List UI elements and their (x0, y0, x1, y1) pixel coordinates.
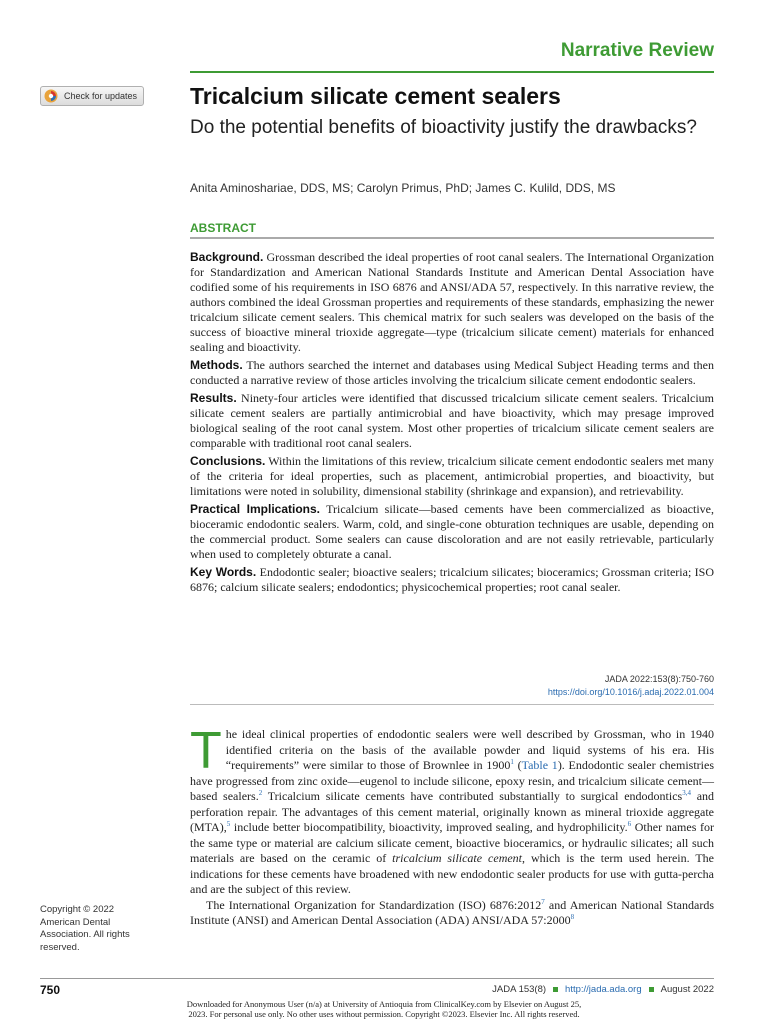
copyright-line: reserved. (40, 941, 80, 953)
article-subtitle: Do the potential benefits of bioactivity justify the drawbacks? (190, 117, 697, 138)
journal-site-link[interactable]: http://jada.ada.org (565, 984, 642, 995)
table-1-link[interactable]: Table 1 (521, 758, 558, 772)
reference-link[interactable]: 1 (510, 758, 514, 766)
body-paragraph-1: The ideal clinical properties of endodontic sealers were well described by Grossman, who in 1940 identified criteria on the basis of the available powder and liquid systems of his era. His “requirements” were similar to those of Brownlee in 1900$^1$ (Table 1). Endodontic sealer chemistries have progressed from zinc oxide—eugenol to include silicone, epoxy resin, and tricalcium silicate cement—based sealers.$^2$ Tricalcium silicate cements have contributed substantially to surgical endodontics$^{3,4}$ and perforation repair. The advantages of this cement material, originally known as mineral trioxide aggregate (MTA),$^5$ include better biocompatibility, bioactivity, improved sealing, and hydrophilicity.$^6$ Other names for the same type or material are calcium silicate cement, bioactive bioceramics, or hydraulic silicates; all such materials are based on the ceramic of tricalcium silicate cement, which is the term used herein. The indications for these cements have broadened with new endodontic sealer products for use with gutta-percha and are the subject of this review. (190, 722, 715, 896)
reference-link[interactable]: 5 (226, 820, 231, 828)
background-label: Background. (190, 250, 264, 264)
drop-cap: T (190, 722, 222, 780)
conclusions-text: Within the limitations of this review, tricalcium silicate cement endodontic sealers met many of the criteria for ideal properties, such as placement, antimicrobial properties, and bioactivity, but limitations were noted in solubility, dimensional stability (shrinkage and expansion), and retrievability. (190, 454, 714, 498)
check-for-updates-label: Check for updates (64, 91, 138, 101)
citation-block (548, 673, 714, 699)
copyright-note (40, 904, 130, 954)
bullet-square-icon (649, 987, 654, 992)
abstract-background (190, 250, 714, 355)
body-text: ). Endodontic sealer chemistries have progressed from zinc oxide—eugenol to include silicone, epoxy resin, and tricalcium silicate cement—based sealers. (190, 758, 715, 803)
reference-link[interactable]: 3,4 (682, 789, 691, 797)
footer-journal-info (492, 984, 714, 995)
reference-link[interactable]: 2 (258, 789, 263, 797)
abstract-methods (190, 358, 714, 388)
body-text: Other names for the same type or material are calcium silicate cement, bioactive bioceramics, or hydraulic silicates; all such materials are based on the ceramic of (190, 820, 715, 865)
reference-link[interactable]: 7 (541, 897, 545, 906)
body-text: The International Organization for Standardization (ISO) 6876:2012 (206, 897, 542, 912)
citation-text: JADA 2022:153(8):750-760 (604, 674, 714, 684)
issue-date: August 2022 (660, 984, 714, 995)
abstract-heading: ABSTRACT (190, 221, 256, 235)
body-text: and perforation repair. The advantages of this cement material, originally known as mineral trioxide aggregate (MTA), (190, 789, 715, 834)
article-body (190, 722, 715, 929)
abstract-results (190, 391, 714, 451)
download-line: Downloaded for Anonymous User (n/a) at University of Antioquia from ClinicalKey.com by Elsevier on August 25, (186, 999, 582, 1009)
results-text: Ninety-four articles were identified that discussed tricalcium silicate cement sealers. Tricalcium silicate cement sealers are partially antimicrobial and have bioactivity, which may presage improved biological sealing of the root canal system. Most other properties of tricalcium silicate cement sealers are comparable with traditional root canal sealers. (190, 391, 715, 450)
section-label: Narrative Review (560, 40, 714, 61)
download-notice (0, 999, 768, 1019)
reference-link[interactable]: 6 (627, 820, 632, 828)
page-number: 750 (40, 983, 61, 997)
keywords-label: Key Words. (190, 565, 257, 579)
methods-label: Methods. (190, 358, 243, 372)
footer-rule (40, 978, 714, 979)
results-label: Results. (190, 391, 237, 405)
copyright-line: Association. All rights (40, 929, 130, 940)
copyright-line: American Dental (40, 916, 111, 928)
body-text: , which is the term used herein. The indications for these cements have broadened with new endodontic sealer products for use with gutta-percha and are the subject of this review. (190, 851, 714, 896)
abstract-conclusions (190, 454, 714, 499)
download-line: 2023. For personal use only. No other uses without permission. Copyright ©2023. Elsevier Inc. All rights reserved. (188, 1009, 580, 1019)
journal-issue: JADA 153(8) (492, 984, 547, 995)
abstract-keywords (190, 565, 714, 595)
check-updates-icon (44, 89, 58, 103)
header-rule (190, 71, 714, 73)
body-italic-term: tricalcium silicate cement (392, 851, 523, 865)
abstract-implications (190, 502, 714, 562)
abstract-body (190, 250, 714, 598)
check-for-updates-button[interactable] (40, 86, 144, 106)
implications-label: Practical Implications. (190, 502, 321, 516)
background-text: Grossman described the ideal properties of root canal sealers. The International Organization for Standardization and American National Standards Institute and American Dental Association have codified some of his requirements in ISO 6876 and ANSI/ADA 57, respectively. In this narrative review, the authors combined the ideal Grossman properties and requirements of these standards, emphasizing the newer tricalcium silicate cement sealers. This chemical matrix for such sealers was developed on the basis of the success of bioactive mineral trioxide aggregate—type (tricalcium silicate cement) materials for enhanced sealing and bioactivity. (190, 250, 715, 354)
body-text: and American National Standards Institute (ANSI) and American Dental Association (ADA) ANSI/ADA 57:2000 (190, 897, 714, 927)
copyright-line: Copyright © 2022 (40, 904, 115, 915)
bullet-square-icon (553, 987, 558, 992)
keywords-text: Endodontic sealer; bioactive sealers; tricalcium silicates; bioceramics; Grossman criteria; ISO 6876; calcium silicate sealers; endodontics; physicochemical properties; root canal sealer. (190, 565, 715, 594)
body-paragraph-2 (190, 898, 714, 929)
abstract-end-rule (190, 704, 714, 705)
body-text: include better biocompatibility, bioactivity, improved sealing, and hydrophilicity. (233, 820, 628, 834)
article-authors: Anita Aminoshariae, DDS, MS; Carolyn Primus, PhD; James C. Kulild, DDS, MS (190, 181, 616, 195)
doi-link[interactable]: https://doi.org/10.1016/j.adaj.2022.01.004 (547, 687, 714, 697)
methods-text: The authors searched the internet and databases using Medical Subject Heading terms and then conducted a narrative review of those articles involving the tricalcium silicate cement endodontic sealers. (190, 358, 714, 387)
body-text: he ideal clinical properties of endodontic sealers were well described by Grossman, who in 1940 identified criteria on the basis of the available powder and liquid systems of his era. His “requirements” were similar to those of Brownlee in 1900 (225, 727, 714, 772)
abstract-rule (190, 237, 714, 239)
reference-link[interactable]: 8 (570, 913, 575, 921)
conclusions-label: Conclusions. (190, 454, 266, 468)
implications-text: Tricalcium silicate—based cements have been commercialized as bioactive, bioceramic endodontic sealers. Warm, cold, and single-cone obturation techniques are usable, depending on the commercial product. Some sealers can cause discoloration and are not easily retrievable, particularly when used to completely obturate a canal. (190, 502, 714, 561)
body-text: Tricalcium silicate cements have contributed substantially to surgical endodontics (267, 789, 683, 803)
article-title: Tricalcium silicate cement sealers (190, 83, 561, 109)
